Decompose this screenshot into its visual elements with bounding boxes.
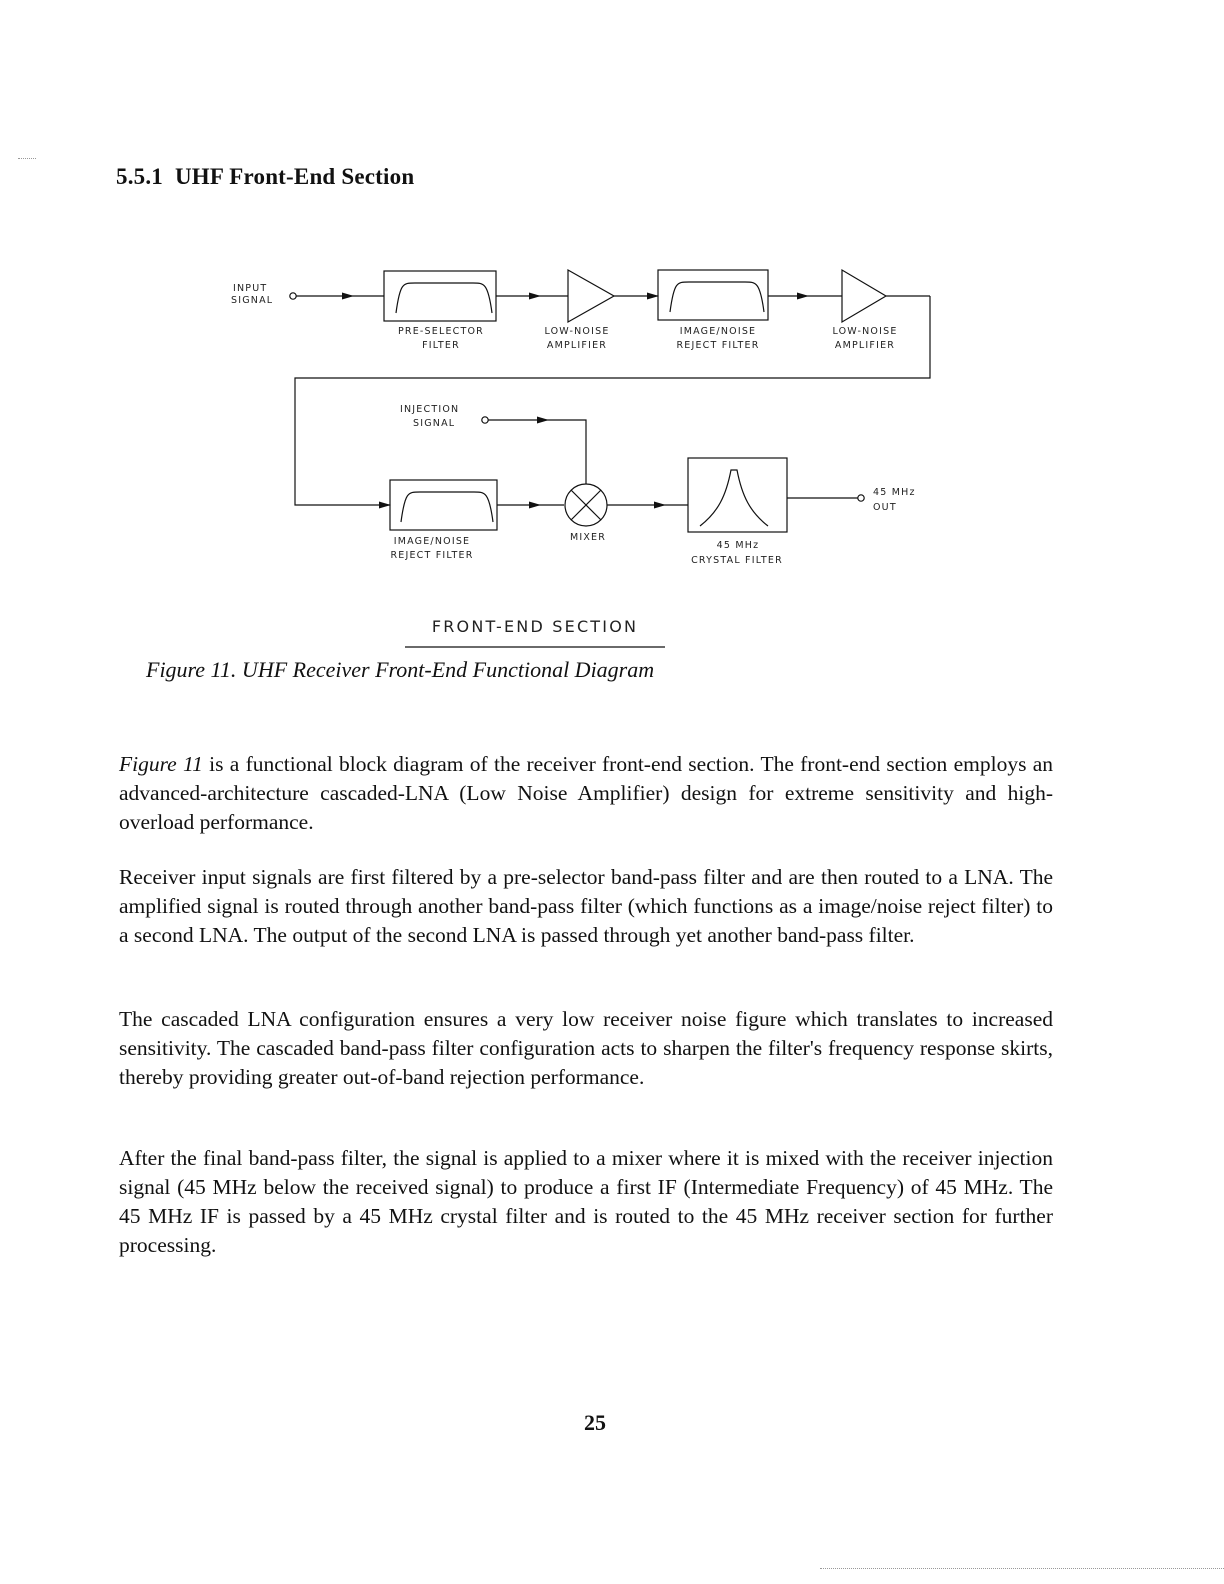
- front-end-block-diagram: [0, 0, 1224, 660]
- crystal-filter-label-line1: 45 MHz: [716, 540, 760, 551]
- mixer-symbol: [565, 484, 607, 526]
- injection-terminal: [482, 417, 488, 423]
- page-number: 25: [584, 1410, 606, 1435]
- crystal-filter-label-line2: CRYSTAL FILTER: [691, 555, 783, 566]
- output-label-line2: OUT: [873, 502, 897, 513]
- paragraph-2: Receiver input signals are first filtered by a pre-selector band-pass filter and are then routed to a LNA. The amplified signal is routed through another band-pass filter (which functions as a image/noise reject filter) to a second LNA. The output of the second LNA is passed through yet another band-pass filter.: [119, 865, 1053, 947]
- paragraph-1-text: is a functional block diagram of the receiver front-end section. The front-end section employs an advanced-architecture cascaded-LNA (Low Noise Amplifier) design for extreme sensitivity and high-overload performance.: [119, 752, 1054, 834]
- diagram-title: FRONT-END SECTION: [431, 617, 639, 636]
- input-signal-label-line2: SIGNAL: [231, 295, 274, 306]
- image-noise-filter-1-block: [658, 270, 768, 320]
- lna2-label-line1: LOW-NOISE: [832, 326, 898, 337]
- input-terminal: [290, 293, 296, 299]
- figure-caption: Figure 11. UHF Receiver Front-End Functional Diagram: [146, 657, 655, 682]
- paragraph-3: The cascaded LNA configuration ensures a very low receiver noise figure which translates to increased sensitivity. The cascaded band-pass filter configuration acts to sharpen the filter's frequency response skirts, thereby providing greater out-of-band rejection performance.: [119, 1007, 1053, 1089]
- image-noise-filter-1-label-line1: IMAGE/NOISE: [679, 326, 757, 337]
- image-noise-filter-2-block: [390, 480, 497, 530]
- mixer-label: MIXER: [569, 532, 607, 543]
- lna2-label-line2: AMPLIFIER: [834, 340, 896, 351]
- image-noise-filter-1-label-line2: REJECT FILTER: [676, 340, 760, 351]
- lna1-label-line1: LOW-NOISE: [544, 326, 610, 337]
- image-noise-filter-2-label-line2: REJECT FILTER: [390, 550, 474, 561]
- output-label-line1: 45 MHz: [873, 487, 916, 498]
- figure-reference: Figure 11: [119, 752, 203, 776]
- input-signal-label-line1: INPUT: [233, 283, 268, 294]
- preselector-label-line2: FILTER: [422, 340, 460, 351]
- scan-edge-line: [820, 1568, 1224, 1569]
- injection-signal-label-line2: SIGNAL: [413, 418, 456, 429]
- crystal-filter-block: [688, 458, 787, 532]
- image-noise-filter-2-label-line1: IMAGE/NOISE: [393, 536, 471, 547]
- paragraph-1: [119, 750, 1053, 837]
- section-number: 5.5.1: [116, 164, 163, 189]
- injection-signal-label-line1: INJECTION: [400, 404, 460, 415]
- lna1-label-line2: AMPLIFIER: [546, 340, 608, 351]
- paragraph-4: After the final band-pass filter, the signal is applied to a mixer where it is mixed with the receiver injection signal (45 MHz below the received signal) to produce a first IF (Intermediate Frequency) of 45 MHz. The 45 MHz IF is passed by a 45 MHz crystal filter and is routed to the 45 MHz receiver section for further processing.: [119, 1146, 1053, 1257]
- preselector-filter-block: [384, 271, 496, 321]
- section-title: UHF Front-End Section: [175, 164, 415, 189]
- lna2-triangle: [842, 270, 886, 322]
- lna1-triangle: [568, 270, 614, 322]
- output-terminal: [858, 495, 864, 501]
- preselector-label-line1: PRE-SELECTOR: [397, 326, 485, 337]
